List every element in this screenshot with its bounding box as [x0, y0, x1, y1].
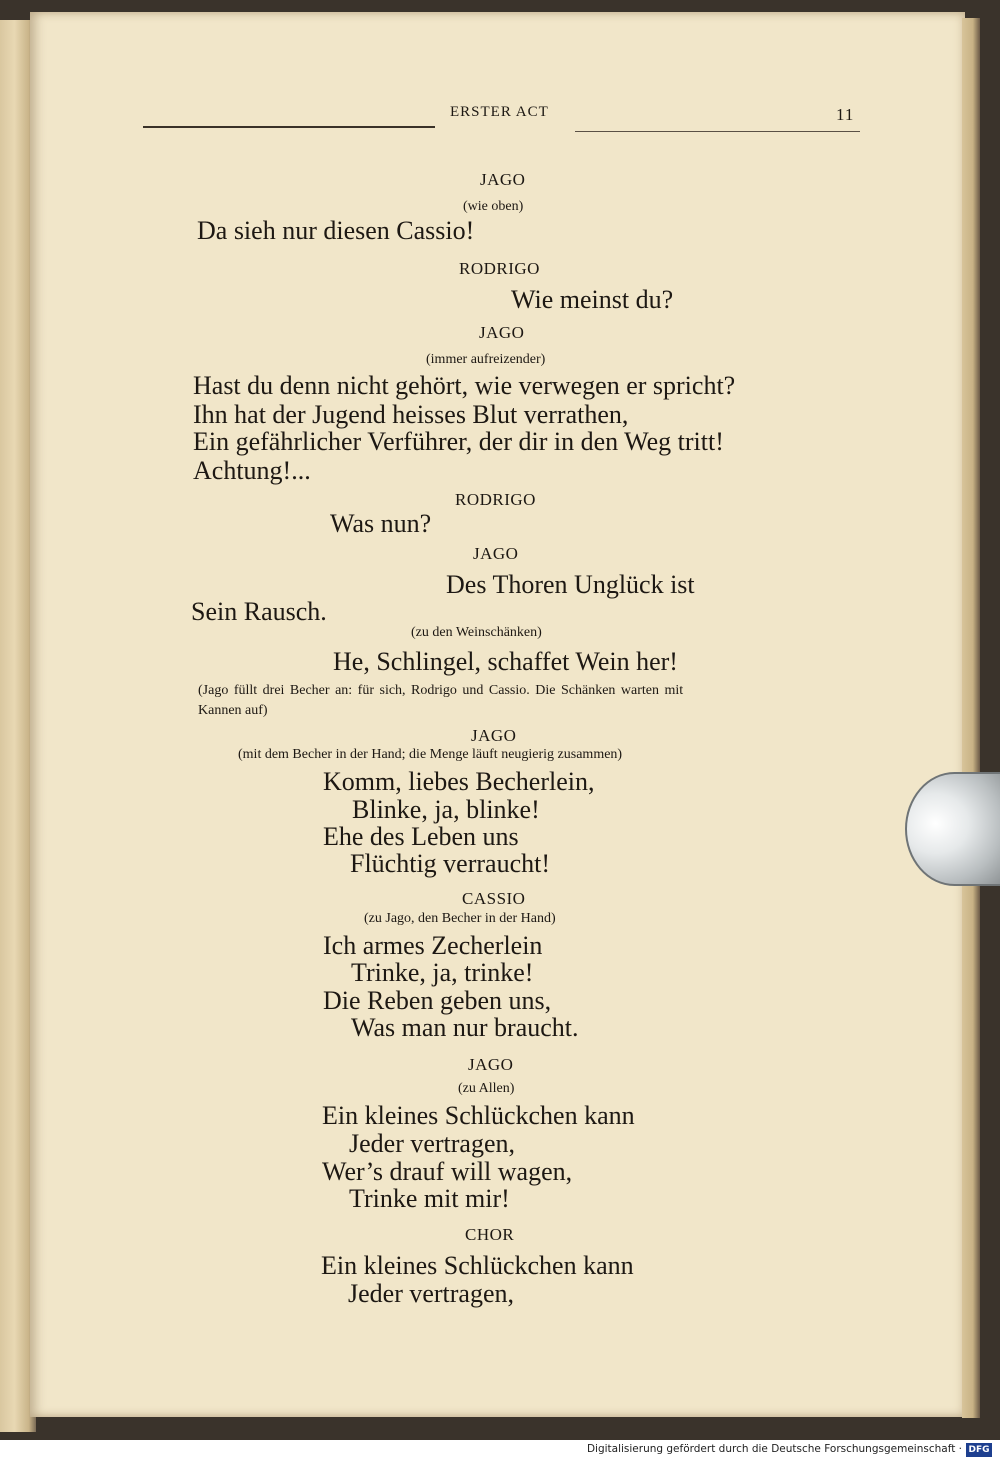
- header-rule: [143, 126, 435, 128]
- verse-line: Wer’s drauf will wagen,: [322, 1157, 573, 1186]
- verse-line: Komm, liebes Becherlein,: [323, 767, 595, 796]
- digitization-footer: [0, 1440, 1000, 1461]
- stage-direction: (zu den Weinschänken): [411, 625, 542, 640]
- verse-line: Sein Rausch.: [191, 597, 327, 626]
- speaker-name: JAGO: [473, 544, 519, 563]
- verse-line: Ein gefährlicher Verführer, der dir in den Weg tritt!: [193, 427, 724, 456]
- verse-line: Ein kleines Schlückchen kann: [321, 1251, 634, 1280]
- verse-line: Des Thoren Unglück ist: [446, 570, 695, 599]
- verse-line: Wie meinst du?: [511, 285, 674, 314]
- speaker-name: JAGO: [468, 1055, 514, 1074]
- speaker-name: RODRIGO: [455, 490, 536, 509]
- speaker-name: JAGO: [480, 170, 526, 189]
- verse-line: Was man nur braucht.: [351, 1013, 579, 1042]
- page-number: 11: [836, 105, 855, 124]
- verse-line: Trinke, ja, trinke!: [351, 958, 534, 987]
- verse-line: Die Reben geben uns,: [323, 986, 552, 1015]
- stage-direction: (zu Allen): [458, 1081, 515, 1096]
- stage-direction: (wie oben): [463, 199, 524, 214]
- stage-direction: (immer aufreizender): [426, 352, 546, 367]
- verse-line: Da sieh nur diesen Cassio!: [197, 216, 475, 245]
- verse-line: He, Schlingel, schaffet Wein her!: [333, 647, 678, 676]
- right-page-edge: [962, 18, 980, 1418]
- speaker-name: JAGO: [479, 323, 525, 342]
- verse-line: Ich armes Zecherlein: [323, 931, 543, 960]
- stage-direction: (Jago füllt drei Becher an: für sich, Rodrigo und Cassio. Die Schänken warten mit: [198, 683, 684, 698]
- verse-line: Was nun?: [330, 509, 432, 538]
- funding-credit: Digitalisierung gefördert durch die Deutsche Forschungsgemeinschaft ·: [586, 1443, 962, 1455]
- verse-line: Hast du denn nicht gehört, wie verwegen er spricht?: [193, 371, 736, 400]
- verse-line: Ihn hat der Jugend heisses Blut verrathen,: [193, 400, 629, 429]
- dfg-logo: DFG: [966, 1443, 992, 1457]
- speaker-name: CASSIO: [462, 889, 526, 908]
- verse-line: Blinke, ja, blinke!: [352, 795, 540, 824]
- stage-direction: (mit dem Becher in der Hand; die Menge läuft neugierig zusammen): [238, 747, 623, 762]
- verse-line: Ehe des Leben uns: [323, 822, 519, 851]
- verse-line: Ein kleines Schlückchen kann: [322, 1101, 635, 1130]
- stage-direction: (zu Jago, den Becher in der Hand): [364, 911, 556, 926]
- verse-line: Achtung!...: [193, 456, 311, 485]
- running-header: ERSTER ACT: [450, 104, 549, 120]
- speaker-name: RODRIGO: [459, 259, 540, 278]
- verse-line: Jeder vertragen,: [349, 1129, 516, 1158]
- verse-line: Flüchtig verraucht!: [350, 849, 550, 878]
- speaker-name: JAGO: [471, 726, 517, 745]
- page-weight-marker: [905, 772, 1000, 886]
- verse-line: Jeder vertragen,: [348, 1279, 515, 1308]
- stage-direction: Kannen auf): [198, 703, 268, 718]
- speaker-name: CHOR: [465, 1225, 515, 1244]
- header-rule: [575, 131, 860, 132]
- verse-line: Trinke mit mir!: [349, 1184, 510, 1213]
